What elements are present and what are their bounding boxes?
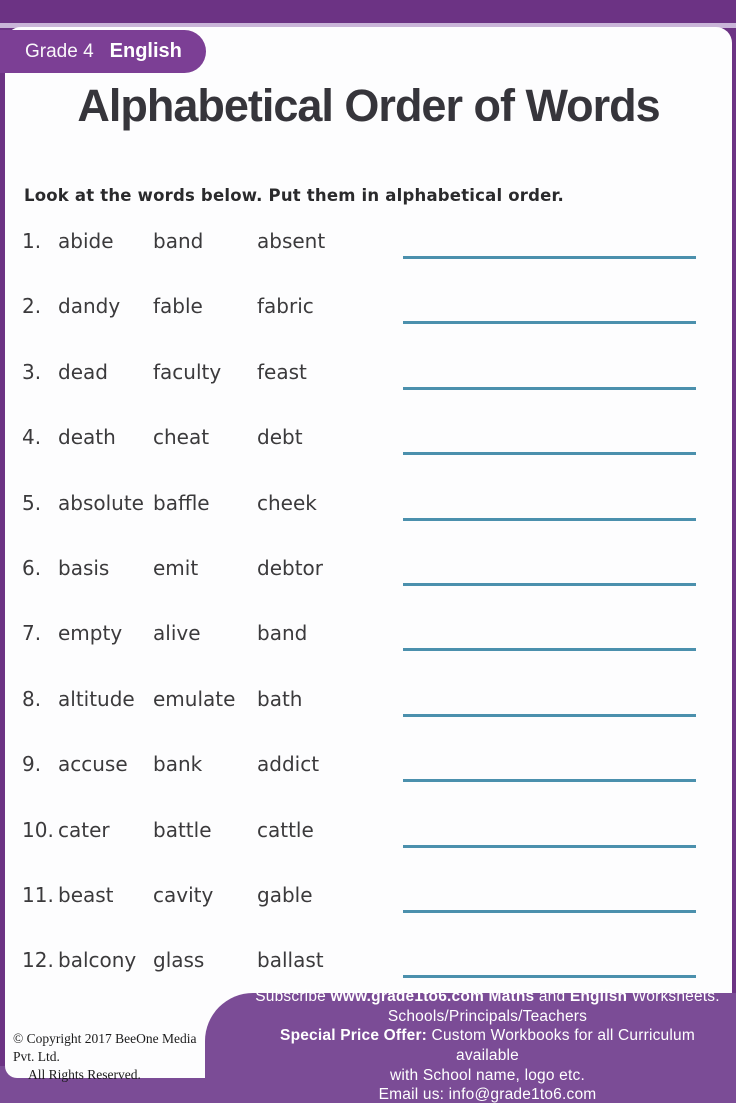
promo-text: Worksheets. — [627, 988, 720, 1006]
word-cell: fabric — [257, 294, 314, 319]
answer-line[interactable] — [403, 357, 696, 390]
answer-line[interactable] — [403, 815, 696, 848]
row-number: 5. — [22, 490, 42, 515]
copyright-text — [13, 1030, 198, 1085]
worksheet-title: Alphabetical Order of Words — [77, 80, 660, 131]
word-cell: abide — [58, 229, 114, 253]
promo-line — [247, 1085, 728, 1103]
promo-text: Custom Workbooks for all Curriculum available — [427, 1027, 695, 1064]
grade-subject-badge — [0, 30, 206, 73]
answer-line[interactable] — [403, 749, 696, 782]
word-cell: cavity — [153, 883, 214, 907]
word-row — [0, 872, 736, 937]
row-number: 8. — [22, 686, 42, 711]
promo-text: Subscribe — [255, 988, 331, 1006]
answer-line[interactable] — [403, 553, 696, 586]
promo-line — [247, 987, 728, 1007]
word-cell: battle — [153, 817, 212, 842]
word-cell: dead — [58, 359, 108, 384]
answer-line[interactable] — [403, 226, 696, 259]
word-rows — [0, 218, 736, 1008]
row-number: 2. — [22, 294, 42, 319]
row-number: 6. — [22, 556, 42, 580]
word-cell: balcony — [58, 948, 137, 973]
answer-line[interactable] — [403, 945, 696, 978]
word-cell: gable — [257, 883, 313, 907]
grade-label: Grade 4 — [25, 40, 94, 62]
word-cell: basis — [58, 556, 110, 580]
instruction-text: Look at the words below. Put them in alphabetical order. — [24, 186, 564, 205]
copyright-line-2: All Rights Reserved. — [28, 1067, 141, 1083]
row-number: 10. — [22, 817, 54, 842]
promo-footer-panel — [205, 988, 736, 1103]
row-number: 4. — [22, 425, 42, 450]
word-cell: debt — [257, 425, 303, 450]
word-cell: cater — [58, 817, 110, 842]
word-cell: emulate — [153, 686, 236, 711]
word-cell: accuse — [58, 752, 128, 777]
promo-text: and — [534, 988, 570, 1006]
answer-line[interactable] — [403, 422, 696, 455]
word-cell: absolute — [58, 490, 144, 515]
row-number: 11. — [22, 883, 54, 907]
word-cell: bank — [153, 752, 203, 777]
word-cell: feast — [257, 359, 307, 384]
answer-line[interactable] — [403, 618, 696, 651]
row-number: 1. — [22, 229, 42, 253]
word-cell: band — [153, 229, 204, 253]
word-cell: emit — [153, 556, 199, 580]
word-row — [0, 545, 736, 610]
promo-line — [247, 1066, 728, 1086]
promo-text: Schools/Principals/Teachers — [387, 1007, 588, 1025]
copyright-line-1: © Copyright 2017 BeeOne Media Pvt. Ltd. — [13, 1031, 197, 1065]
answer-line[interactable] — [403, 291, 696, 324]
word-cell: alive — [153, 621, 201, 646]
row-number: 12. — [22, 948, 54, 973]
word-row — [0, 741, 736, 806]
word-cell: bath — [257, 686, 303, 711]
word-cell: addict — [257, 752, 320, 777]
answer-line[interactable] — [403, 684, 696, 717]
word-cell: band — [257, 621, 308, 646]
row-number: 3. — [22, 359, 42, 384]
answer-line[interactable] — [403, 880, 696, 913]
promo-text-bold: www.grade1to6.com Maths — [330, 988, 535, 1006]
word-row — [0, 676, 736, 741]
promo-text-bold: Special Price Offer: — [280, 1027, 428, 1045]
subject-label: English — [109, 40, 182, 62]
row-number: 7. — [22, 621, 42, 646]
promo-text: with School name, logo etc. — [390, 1066, 585, 1084]
word-cell: death — [58, 425, 116, 450]
word-cell: glass — [153, 948, 205, 973]
word-cell: ballast — [257, 948, 324, 973]
row-number: 9. — [22, 752, 42, 777]
word-row — [0, 610, 736, 675]
word-cell: altitude — [58, 686, 135, 711]
answer-line[interactable] — [403, 488, 696, 521]
word-row — [0, 218, 736, 283]
word-row — [0, 283, 736, 348]
word-row — [0, 480, 736, 545]
word-cell: debtor — [257, 556, 323, 580]
word-cell: cheat — [153, 425, 210, 450]
word-cell: fable — [153, 294, 203, 319]
promo-line — [247, 1007, 728, 1027]
word-cell: empty — [58, 621, 123, 646]
word-cell: faculty — [153, 359, 222, 384]
word-cell: cheek — [257, 490, 317, 515]
word-cell: beast — [58, 883, 114, 907]
word-cell: cattle — [257, 817, 314, 842]
word-cell: absent — [257, 229, 326, 253]
word-row — [0, 414, 736, 479]
word-cell: baffle — [153, 490, 210, 515]
word-row — [0, 349, 736, 414]
word-cell: dandy — [58, 294, 121, 319]
promo-text: Email us: info@grade1to6.com — [378, 1086, 597, 1103]
promo-text-bold: English — [569, 988, 628, 1006]
promo-line — [247, 1026, 728, 1065]
word-row — [0, 807, 736, 872]
